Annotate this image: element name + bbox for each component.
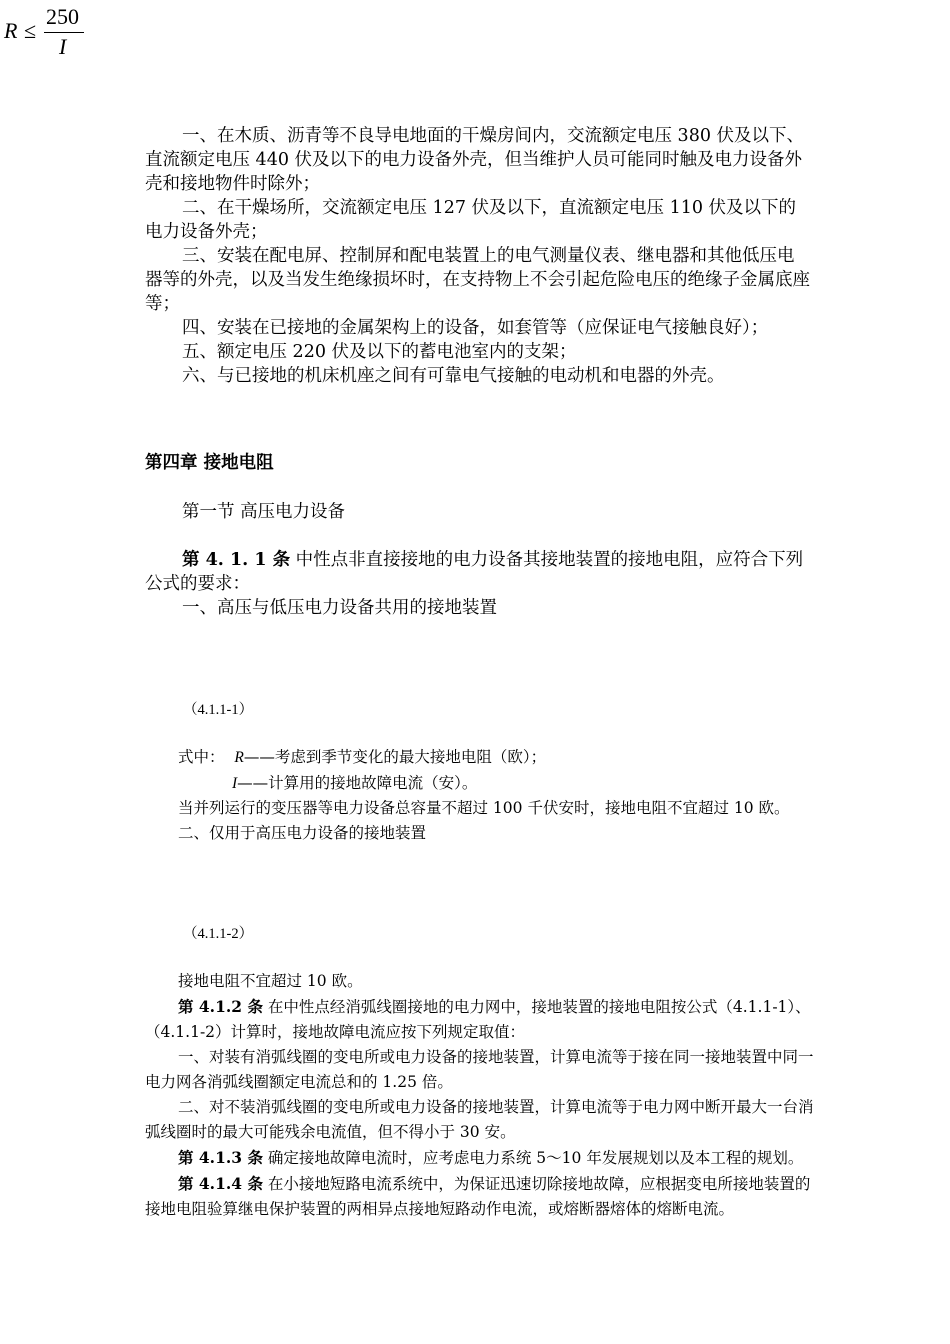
article-text: 在小接地短路电流系统中，为保证迅速切除接地故障，应根据变电所接地装置的接地电阻验算继电保护装置的两相异点接地短路动作电流，或熔断器熔体的熔断电流。	[145, 1175, 811, 1218]
exemption-list	[145, 124, 810, 388]
legend-i-desc: ——计算用的接地故障电流（安）。	[237, 774, 478, 792]
legend-i-symbol: I	[232, 775, 238, 792]
formula-relation: ≤	[24, 18, 37, 43]
section-title: 第一节 高压电力设备	[182, 502, 346, 522]
formula-numerator: 250	[46, 4, 79, 29]
article-text: 中性点非直接接地的电力设备其接地装置的接地电阻，应符合下列公式的要求：	[145, 550, 804, 594]
article-4-1-1	[145, 548, 810, 620]
legend-r-desc: ——考虑到季节变化的最大接地电阻（欧）；	[243, 748, 547, 766]
list-item: 六、与已接地的机床机座之间有可靠电气接触的电动机和电器的外壳。	[182, 366, 725, 386]
formula-lhs: R	[4, 18, 18, 43]
list-item: 一、在木质、沥青等不良导电地面的干燥房间内，交流额定电压 380 伏及以下、直流额定电压 440 伏及以下的电力设备外壳，但当维护人员可能同时触及电力设备外壳和接地物件时除外；	[145, 126, 805, 194]
list-item: 五、额定电压 220 伏及以下的蓄电池室内的支架；	[182, 342, 577, 362]
article-text: 在中性点经消弧线圈接地的电力网中，接地装置的接地电阻按公式（4.1.1-1）、（4.1.1-2）计算时，接地故障电流应按下列规定取值：	[145, 998, 811, 1041]
legend-r-symbol: R	[234, 749, 244, 766]
note-2: 接地电阻不宜超过 10 欧。	[178, 972, 363, 990]
equation-number-1: （4.1.1-1）	[183, 702, 254, 718]
list-item: 二、在干燥场所，交流额定电压 127 伏及以下，直流额定电压 110 伏及以下的电力设备外壳；	[145, 198, 797, 242]
article-label: 第 4.1.3 条	[178, 1148, 263, 1167]
article-label: 第 4.1.2 条	[178, 997, 263, 1016]
articles-block	[145, 994, 815, 1222]
article-item: 二、对不装消弧线圈的变电所或电力设备的接地装置，计算电流等于电力网中断开最大一台消弧线圈时的最大可能残余电流值，但不得小于 30 安。	[145, 1098, 814, 1141]
formula-legend	[178, 745, 546, 767]
legend-prefix: 式中：	[178, 748, 225, 766]
article-item: 一、对装有消弧线圈的变电所或电力设备的接地装置，计算电流等于接在同一接地装置中同一电力网各消弧线圈额定电流总和的 1.25 倍。	[145, 1048, 814, 1091]
fraction-bar	[44, 32, 84, 33]
equation-number-2: （4.1.1-2）	[183, 926, 254, 942]
article-label: 第 4. 1. 1 条	[182, 550, 291, 570]
note-1: 当并列运行的变压器等电力设备总容量不超过 100 千伏安时，接地电阻不宜超过 10 欧。	[178, 799, 790, 817]
list-item: 四、安装在已接地的金属架构上的设备，如套管等（应保证电气接触良好）；	[182, 318, 769, 338]
formula-denominator: I	[59, 34, 67, 59]
list-item: 三、安装在配电屏、控制屏和配电装置上的电气测量仪表、继电器和其他低压电器等的外壳，以及当发生绝缘损坏时，在支持物上不会引起危险电压的绝缘子金属底座等；	[145, 246, 810, 314]
article-text: 确定接地故障电流时，应考虑电力系统 5～10 年发展规划以及本工程的规划。	[262, 1149, 804, 1167]
chapter-title: 第四章 接地电阻	[145, 453, 274, 473]
article-label: 第 4.1.4 条	[178, 1174, 263, 1193]
item-2: 二、仅用于高压电力设备的接地装置	[178, 824, 427, 842]
formula-legend-line2	[232, 771, 477, 793]
article-item: 一、高压与低压电力设备共用的接地装置	[182, 598, 497, 618]
